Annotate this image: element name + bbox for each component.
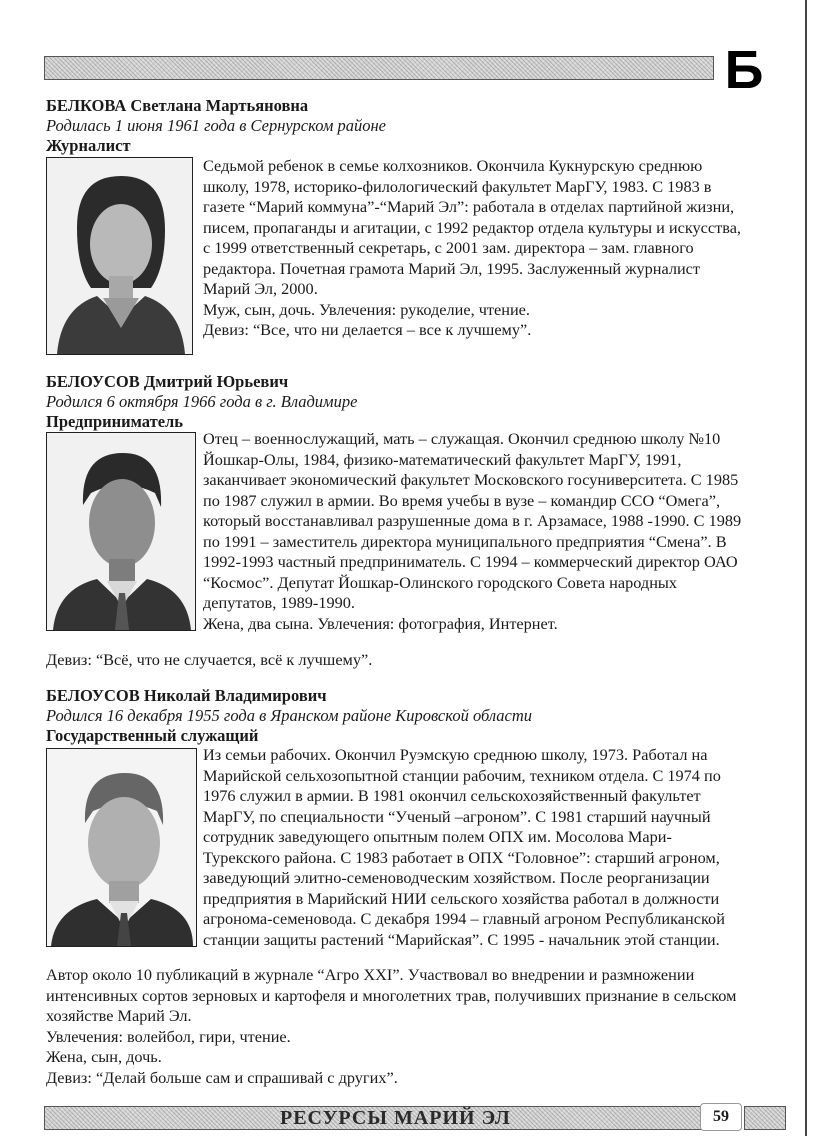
entry-2-name: БЕЛОУСОВ Дмитрий Юрьевич <box>46 372 289 391</box>
entry-1-motto: Девиз: “Все, что ни делается – все к лучшему”. <box>203 320 532 339</box>
entry-2-family: Жена, два сына. Увлечения: фотография, Интернет. <box>203 613 558 633</box>
entry-1-name: БЕЛКОВА Светлана Мартьяновна <box>46 96 309 115</box>
entry-3-hobbies: Увлечения: волейбол, гири, чтение. <box>46 1026 291 1046</box>
entry-3-birth: Родился 16 декабря 1955 года в Яранском районе Кировской области <box>46 706 533 725</box>
entry-1-biography <box>203 156 743 341</box>
entry-3-profession: Государственный служащий <box>46 726 259 745</box>
entry-1-portrait-photo <box>46 157 193 355</box>
entry-3-motto: Девиз: “Делай больше сам и спрашивай с других”. <box>46 1067 398 1087</box>
entry-3-name: БЕЛОУСОВ Николай Владимирович <box>46 686 327 705</box>
entry-1-family: Муж, сын, дочь. Увлечения: рукоделие, чтение. <box>203 299 530 319</box>
section-letter: Б <box>724 40 764 100</box>
entry-2-tail <box>46 650 751 671</box>
page-number: 59 <box>700 1103 742 1131</box>
entry-3-publications: Автор около 10 публикаций в журнале “Агро XXI”. Участвовал во внедрении и размножении интенсивных сортов зерновых и картофеля и многолетних трав, получивших признание в сельском хозяйстве Марий Эл. <box>46 965 737 1025</box>
entry-3-tail <box>46 965 751 1088</box>
entry-1-birth: Родилась 1 июня 1961 года в Сернурском районе <box>46 116 386 135</box>
entry-2-portrait-photo <box>46 432 196 631</box>
footer-decorative-bar-tail <box>744 1106 786 1130</box>
entry-2-bio-paragraph: Отец – военнослужащий, мать – служащая. Окончил среднюю школу №10 Йошкар-Олы, 1984, физико-математический факультет МарГУ, 1991, заканчивает экономический факультет Московского госуниверситета. С 1985 по 1987 служил в армии. Во время учебы в вузе – командир ССО “Омега”, который восстанавливал разрушенные дома в г. Арзамасе, 1988 -1990. С 1989 по 1991 – заместитель директора муниципального предприятия “Смена”. В 1992-1993 частный предприниматель. С 1994 – коммерческий директор ОАО “Космос”. Депутат Йошкар-Олинского городского Совета народных депутатов, 1989-1990. <box>203 429 742 612</box>
entry-1-profession: Журналист <box>46 136 131 155</box>
entry-3-family: Жена, сын, дочь. <box>46 1047 162 1066</box>
footer-title: РЕСУРСЫ МАРИЙ ЭЛ <box>280 1107 511 1129</box>
entry-1-bio-paragraph: Седьмой ребенок в семье колхозников. Окончила Кукнурскую среднюю школу, 1978, историко-филологический факультет МарГУ, 1983. С 1983 в газете “Марий коммуна”-“Марий Эл”: работала в отделах партийной жизни, писем, пропаганды и агитации, с 1992 редактор отдела культуры и искусства, с 1999 ответственный секретарь, с 2001 зам. директора – зам. главного редактора. Почетная грамота Марий Эл, 1995. Заслуженный журналист Марий Эл, 2000. <box>203 156 741 298</box>
entry-2-profession: Предприниматель <box>46 412 184 431</box>
entry-2-birth: Родился 6 октября 1966 года в г. Владимире <box>46 392 358 411</box>
entry-3-biography <box>203 745 743 950</box>
entry-2-biography <box>203 429 743 634</box>
entry-2-motto: Девиз: “Всё, что не случается, всё к лучшему”. <box>46 650 373 669</box>
header-decorative-bar <box>44 56 714 80</box>
page-edge-line <box>805 0 807 1136</box>
entry-3-portrait-photo <box>46 748 197 947</box>
entry-3-bio-paragraph: Из семьи рабочих. Окончил Руэмскую среднюю школу, 1973. Работал на Марийской сельхозопытной станции рабочим, техником отдела. С 1974 по 1976 служил в армии. В 1981 окончил сельскохозяйственный факультет МарГУ, по специальности “Ученый –агроном”. С 1981 старший научный сотрудник заведующего опытным полем ОПХ им. Мосолова Мари-Турекского района. С 1983 работает в ОПХ “Головное”: старший агроном, заведующий элитно-семеноводческим хозяйством. После реорганизации предприятия в Марийский НИИ сельского хозяйства работал в должности агронома-семеновода. С декабря 1994 – главный агроном Республиканской станции защиты растений “Марийская”. С 1995 - начальник этой станции. <box>203 745 725 949</box>
